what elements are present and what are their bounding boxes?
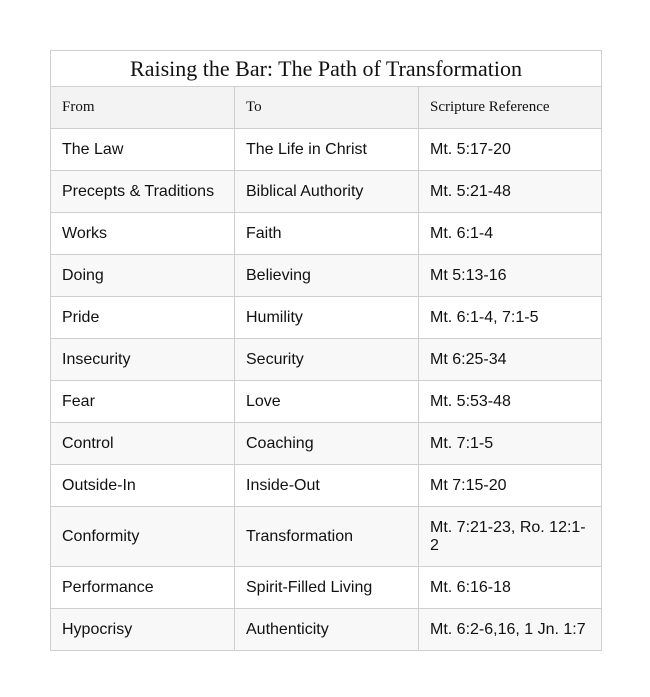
table-row: [51, 297, 602, 339]
from-cell: Doing: [51, 255, 235, 297]
from-cell: Pride: [51, 297, 235, 339]
table-row: [51, 381, 602, 423]
to-cell: Believing: [235, 255, 419, 297]
from-cell: Performance: [51, 567, 235, 609]
column-header-from: From: [51, 87, 235, 129]
scripture-reference-cell: Mt. 5:17-20: [419, 129, 602, 171]
to-cell: Transformation: [235, 507, 419, 567]
header-row: [51, 87, 602, 129]
from-cell: Hypocrisy: [51, 609, 235, 651]
table-row: [51, 255, 602, 297]
from-cell: Precepts & Traditions: [51, 171, 235, 213]
from-cell: Works: [51, 213, 235, 255]
table-row: [51, 423, 602, 465]
from-cell: Insecurity: [51, 339, 235, 381]
scripture-reference-cell: Mt 6:25-34: [419, 339, 602, 381]
scripture-reference-cell: Mt. 6:16-18: [419, 567, 602, 609]
table-row: [51, 171, 602, 213]
to-cell: Inside-Out: [235, 465, 419, 507]
to-cell: The Life in Christ: [235, 129, 419, 171]
to-cell: Humility: [235, 297, 419, 339]
table-row: [51, 465, 602, 507]
from-cell: Control: [51, 423, 235, 465]
to-cell: Security: [235, 339, 419, 381]
table-row: [51, 339, 602, 381]
table-row: [51, 567, 602, 609]
column-header-scripture-reference: Scripture Reference: [419, 87, 602, 129]
scripture-reference-cell: Mt 5:13-16: [419, 255, 602, 297]
table-row: [51, 129, 602, 171]
transformation-table: [50, 50, 602, 651]
scripture-reference-cell: Mt. 5:53-48: [419, 381, 602, 423]
from-cell: Fear: [51, 381, 235, 423]
to-cell: Spirit-Filled Living: [235, 567, 419, 609]
scripture-reference-cell: Mt. 6:1-4: [419, 213, 602, 255]
table-title: Raising the Bar: The Path of Transformation: [51, 51, 602, 87]
scripture-reference-cell: Mt. 7:1-5: [419, 423, 602, 465]
from-cell: Conformity: [51, 507, 235, 567]
to-cell: Love: [235, 381, 419, 423]
table-row: [51, 609, 602, 651]
scripture-reference-cell: Mt. 5:21-48: [419, 171, 602, 213]
table-row: [51, 507, 602, 567]
scripture-reference-cell: Mt. 7:21-23, Ro. 12:1-2: [419, 507, 602, 567]
scripture-reference-cell: Mt. 6:1-4, 7:1-5: [419, 297, 602, 339]
scripture-reference-cell: Mt 7:15-20: [419, 465, 602, 507]
table-row: [51, 213, 602, 255]
to-cell: Authenticity: [235, 609, 419, 651]
transformation-table-container: [50, 50, 601, 651]
scripture-reference-cell: Mt. 6:2-6,16, 1 Jn. 1:7: [419, 609, 602, 651]
title-row: [51, 51, 602, 87]
to-cell: Coaching: [235, 423, 419, 465]
column-header-to: To: [235, 87, 419, 129]
from-cell: The Law: [51, 129, 235, 171]
from-cell: Outside-In: [51, 465, 235, 507]
to-cell: Biblical Authority: [235, 171, 419, 213]
to-cell: Faith: [235, 213, 419, 255]
